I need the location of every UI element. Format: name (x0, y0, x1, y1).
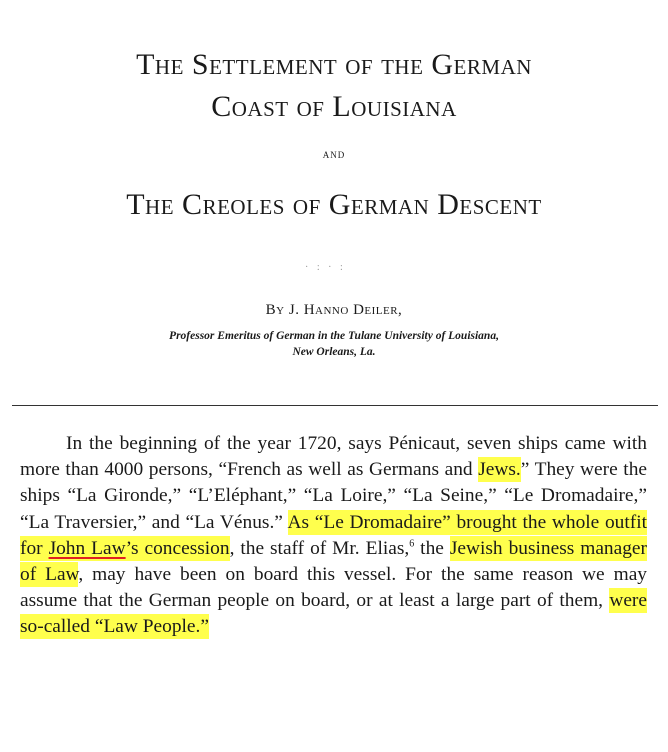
text-segment-2: ” They were the ships “La Gironde,” “L’Eléphant,” “La Loire,” “La Seine,” “Le Dromadaire,” “La Traversier,” and “La Vénus.” (20, 459, 647, 533)
highlight-business-manager: Jewish business manager of Law (20, 537, 647, 586)
author-affiliation-1: Professor Emeritus of German in the Tulane University of Louisiana, (169, 330, 499, 342)
author-affiliation-2: New Orleans, La. (292, 346, 376, 358)
text-segment-1: In the beginning of the year 1720, says Pénicaut, seven ships came with more than 4000 persons, “French as well as Germans and (20, 433, 647, 481)
divider-rule (12, 405, 658, 406)
author-byline: By J. Hanno Deiler, (265, 302, 403, 318)
highlight-jews: Jews. (478, 459, 521, 481)
text-segment-5: , may have been on board this vessel. For the same reason we may assume that the German people on board, or at least a large part of them, (20, 564, 647, 612)
body-paragraph (20, 431, 647, 641)
title-line-1: The Settlement of the German (136, 48, 532, 81)
highlight-concession-text: ’s concession (125, 537, 230, 559)
footnote-marker: 6 (409, 538, 415, 550)
highlight-law-people: were so-called “Law People.” (20, 590, 647, 638)
underlined-john-law: John Law (48, 537, 126, 559)
title-line-2: Coast of Louisiana (211, 90, 457, 123)
title-line-3: The Creoles of German Descent (126, 188, 542, 221)
highlight-dromadaire-text: As “Le Dromadaire” brought the whole outfit for (20, 511, 647, 559)
text-segment-4: the (414, 537, 450, 559)
scan-specks: · : · : (305, 262, 346, 273)
title-and: and (322, 146, 346, 161)
text-segment-3: , the staff of Mr. Elias, (229, 537, 410, 559)
